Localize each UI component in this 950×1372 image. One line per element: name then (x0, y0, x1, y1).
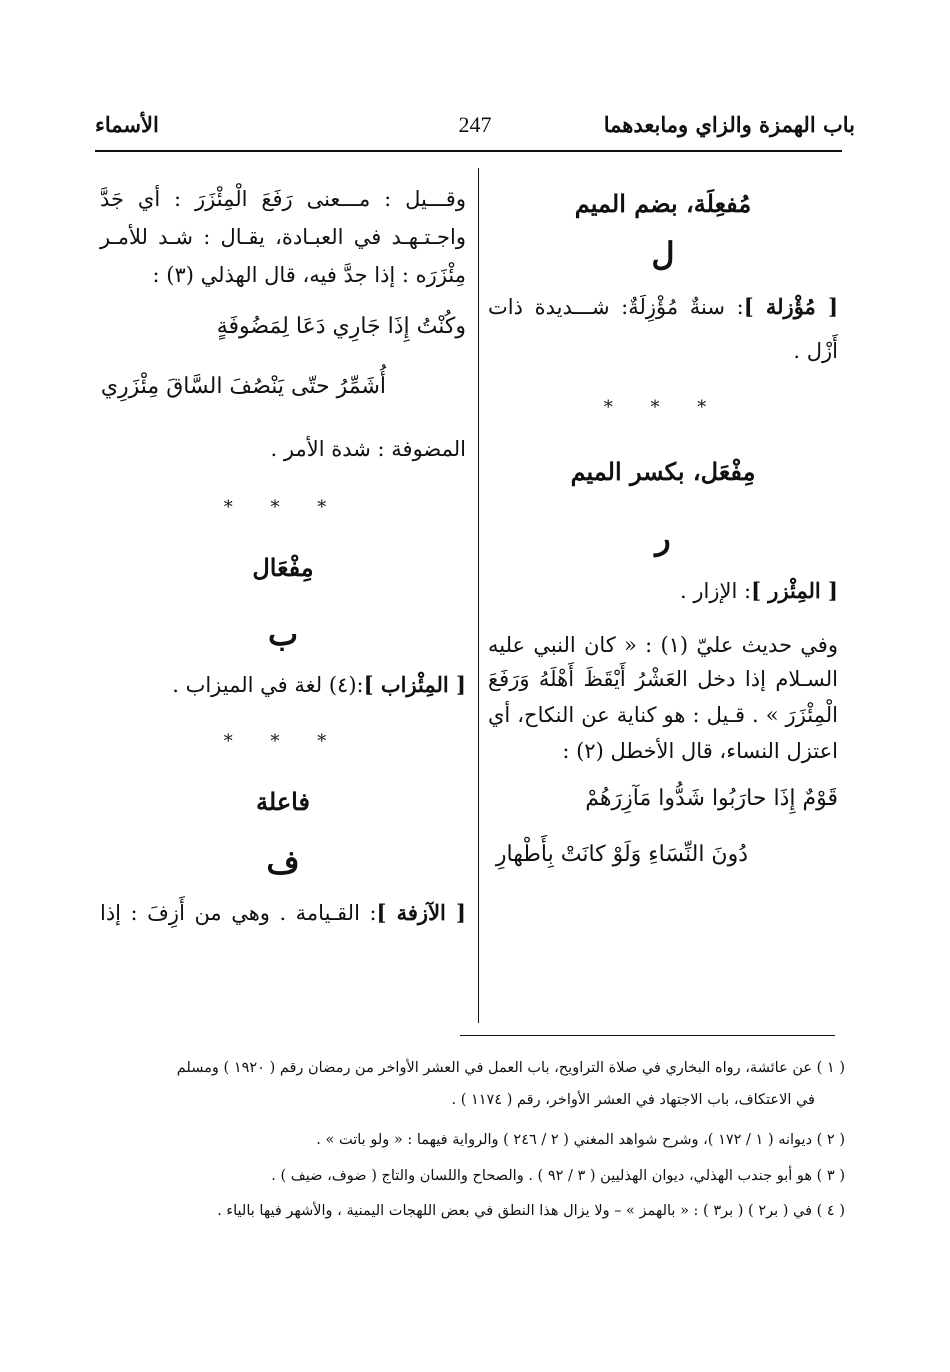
column-divider (478, 168, 479, 1023)
entry-mizab (100, 671, 466, 731)
entry-mizar (488, 577, 838, 631)
definition-muzila-line2: أَزْل . (793, 339, 838, 363)
footnote-4: ( ٤ ) في ( بر٢ ) ( بر٣ ) : « بالهمز » – ولا يزال هذا النطق في بعض اللهجات اليمنية ، والأشهر فيها بالياء . (217, 1203, 845, 1219)
section-heading-mifal: مِفْعَل، بكسر الميم (570, 457, 756, 486)
running-header-left: الأسماء (95, 112, 159, 137)
footnote-rule (460, 1035, 835, 1036)
footnote-2: ( ٢ ) ديوانه ( ١ / ١٧٢ )، وشرح شواهد المغني ( ٢ / ٢٤٦ ) والرواية فيهما : « ولو باتت » . (316, 1132, 845, 1148)
verse-line: قَوْمٌ إِذَا حارَبُوا شَدُّوا مَآزِرَهُمْ (585, 786, 838, 811)
left-column (100, 185, 466, 927)
definition-muzila-line1: : سنةٌ مُؤْزِلَةٌ: شـــديدة ذات (488, 295, 744, 319)
paragraph-line: الْمِئْزَرَ » . قـيل : هو كناية عن النكاح، أي (488, 703, 838, 727)
headword-mizab: [ المِئْزاب ] (363, 672, 466, 697)
letter-heading-fa: ف (266, 843, 300, 881)
header-rule (95, 150, 842, 152)
verse-line: أُشَمِّرُ حتّى يَنْصُفَ السَّاقَ مِئْزَرِي (100, 374, 386, 399)
entry-azifa (100, 899, 466, 927)
paragraph-line: اعتزل النساء، قال الأخطل (٢) : (562, 739, 838, 763)
letter-heading-ra: ر (655, 519, 671, 557)
gloss-line: المضوفة : شدة الأمر . (270, 437, 466, 461)
section-heading-faila: فاعلة (256, 787, 310, 816)
entry-muzila (488, 293, 838, 337)
definition-mizar: : الإزار . (680, 579, 752, 603)
letter-heading-ba: ب (267, 615, 299, 653)
definition-mizab: :(٤) لغة في الميزاب . (172, 673, 364, 697)
running-header-right: باب الهمزة والزاي ومابعدهما (603, 112, 855, 137)
headword-mizar: [ المِئْزر ] (751, 578, 838, 603)
paragraph-line: وقـــيل : مـــعنى رَفَعَ الْمِئْزَرَ : أي جَدَّ (100, 187, 466, 211)
footnote-1-line1: ( ١ ) عن عائشة، رواه البخاري في صلاة التراويح، باب العمل في العشر الأواخر من رمضان رقم ( ١٩٢٠ ) ومسلم (176, 1060, 845, 1076)
section-heading-mufala: مُفعِلَة، بضم الميم (574, 189, 752, 218)
headword-azifa: [ الآزفة ] (376, 900, 466, 925)
footnote-3: ( ٣ ) هو أبو جندب الهذلي، ديوان الهذليين ( ٣ / ٩٢ ) . والصحاح واللسان والتاج ( ضوف، ضيف ) . (271, 1168, 845, 1184)
definition-azifa: : القـيامة . وهي من أَزِفَ : إذا (100, 901, 377, 925)
section-separator: * * * (603, 397, 723, 418)
page-number: 247 (458, 112, 492, 137)
paragraph-line: مِئْزَرَه : إذا جدَّ فيه، قال الهذلي (٣) : (152, 263, 466, 287)
verse-line: وكُنْتُ إِذَا جَارِي دَعَا لِمَضُوفَةٍ (216, 314, 466, 339)
paragraph-line: السـلام إذا دخل العَشْرُ أَيْقَظَ أَهْلَهُ وَرَفَعَ (488, 667, 838, 691)
footnote-1-line2: في الاعتكاف، باب الاجتهاد في العشر الأواخر، رقم ( ١١٧٤ ) . (451, 1092, 815, 1108)
headword-muzila: [ مُؤْزلة ] (743, 294, 838, 319)
paragraph-line: واجـتـهـد في العبـادة، يقـال : شـد للأمـر (100, 225, 466, 249)
section-heading-mifal-long: مِفْعَال (252, 553, 314, 582)
paragraph-line: وفي حديث عليّ (١) : « كان النبي عليه (488, 633, 838, 657)
letter-heading-lam: ل (651, 235, 675, 273)
section-separator: * * * (223, 731, 343, 752)
section-separator: * * * (223, 497, 343, 518)
verse-line: دُونَ النِّسَاءِ وَلَوْ كانَتْ بِأَطْهارِ (495, 842, 748, 867)
right-column (488, 185, 838, 869)
